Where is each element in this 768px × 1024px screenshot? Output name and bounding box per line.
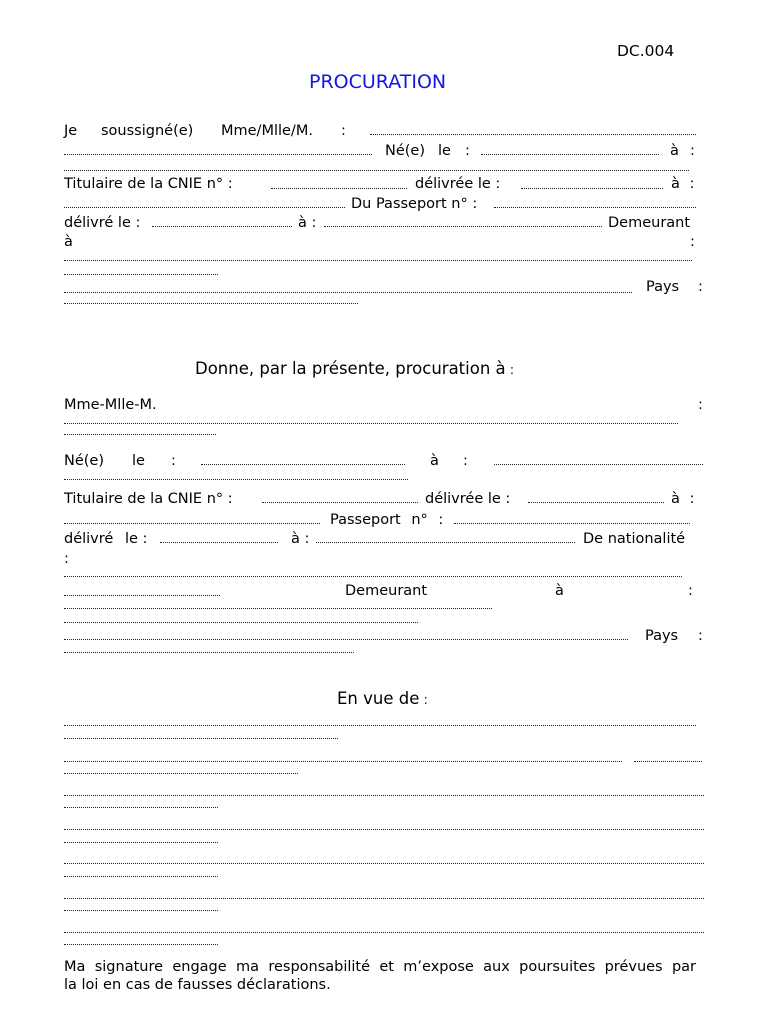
agent-nationality-field[interactable]: [64, 574, 682, 577]
label-a: à: [64, 234, 73, 250]
purpose-line[interactable]: [64, 840, 218, 843]
colon: :: [698, 628, 703, 644]
purpose-line[interactable]: [64, 736, 338, 739]
label-delivree-le: délivrée le :: [415, 176, 501, 192]
label-a: à :: [671, 176, 695, 192]
label-delivre-le: délivré le :: [64, 215, 141, 231]
label-titulaire-cnie: Titulaire de la CNIE n° :: [64, 176, 233, 192]
agent-cnie-date-field[interactable]: [528, 500, 664, 503]
section-heading-en-vue-de: En vue de :: [337, 689, 428, 708]
label-pays: Pays: [645, 628, 679, 644]
passport-place-field[interactable]: [324, 224, 602, 227]
name-field-continued[interactable]: [64, 152, 372, 155]
declaration-line-1: Ma signature engage ma responsabilité et m’expose aux poursuites prévues par: [64, 959, 696, 975]
label-demeurant: Demeurant: [608, 215, 691, 231]
agent-passport-date-field[interactable]: [160, 540, 278, 543]
purpose-line[interactable]: [64, 896, 704, 899]
purpose-line[interactable]: [64, 771, 298, 774]
label-soussigne: soussigné(e): [101, 123, 194, 139]
colon: :: [465, 143, 470, 159]
label-je: Je: [64, 123, 78, 139]
label-mme-mlle-m: Mme-Mlle-M.: [64, 397, 157, 413]
label-le: le: [438, 143, 451, 159]
label-a: à: [555, 583, 564, 599]
label-de-nationalite: De nationalité: [583, 531, 686, 547]
colon: :: [690, 234, 695, 250]
colon: :: [64, 551, 69, 567]
colon: :: [341, 123, 346, 139]
label-titulaire-cnie: Titulaire de la CNIE n° :: [64, 491, 233, 507]
purpose-line[interactable]: [634, 759, 702, 762]
passport-number-field[interactable]: [494, 205, 696, 208]
agent-address-continued[interactable]: [64, 620, 418, 623]
colon: :: [463, 453, 468, 469]
colon: :: [690, 143, 695, 159]
label-delivre: délivré: [64, 531, 114, 547]
cnie-place-field[interactable]: [64, 205, 345, 208]
purpose-line[interactable]: [64, 942, 218, 945]
label-passeport: Passeport n° :: [330, 512, 444, 528]
address-field-line2[interactable]: [64, 290, 632, 293]
agent-cnie-number-field[interactable]: [262, 500, 418, 503]
purpose-line[interactable]: [64, 827, 704, 830]
label-a: à :: [671, 491, 695, 507]
label-ne: Né(e): [64, 453, 105, 469]
purpose-line[interactable]: [64, 874, 218, 877]
agent-cnie-place-field[interactable]: [64, 521, 320, 524]
agent-birth-place-field[interactable]: [494, 462, 703, 465]
cnie-date-field[interactable]: [521, 186, 663, 189]
purpose-line[interactable]: [64, 759, 622, 762]
donne-text: Donne, par la présente, procuration à: [195, 359, 506, 378]
agent-address-line2[interactable]: [64, 637, 628, 640]
label-a: à: [430, 453, 439, 469]
label-mme-mlle-m: Mme/Mlle/M.: [221, 123, 313, 139]
address-field[interactable]: [64, 258, 692, 261]
colon: :: [688, 583, 693, 599]
label-delivree-le: délivrée le :: [425, 491, 511, 507]
name-field[interactable]: [370, 132, 696, 135]
purpose-line[interactable]: [64, 805, 218, 808]
purpose-line[interactable]: [64, 793, 704, 796]
country-field[interactable]: [64, 301, 358, 304]
label-le: le :: [125, 531, 148, 547]
declaration-line-2: la loi en cas de fausses déclarations.: [64, 977, 331, 993]
address-field-continued[interactable]: [64, 272, 218, 275]
label-demeurant: Demeurant: [345, 583, 428, 599]
label-a: à :: [298, 215, 317, 231]
label-a: à :: [291, 531, 310, 547]
passport-date-field[interactable]: [152, 224, 292, 227]
agent-nationality-continued[interactable]: [64, 593, 220, 596]
cnie-number-field[interactable]: [271, 186, 407, 189]
purpose-line[interactable]: [64, 930, 704, 933]
agent-country-field[interactable]: [64, 650, 354, 653]
page-title: PROCURATION: [309, 71, 447, 93]
purpose-line[interactable]: [64, 908, 218, 911]
purpose-line[interactable]: [64, 723, 696, 726]
colon: :: [698, 279, 703, 295]
colon: :: [171, 453, 176, 469]
label-pays: Pays: [646, 279, 680, 295]
declaration-text: [64, 958, 696, 994]
agent-name-field[interactable]: [64, 421, 678, 424]
agent-name-field-continued[interactable]: [64, 432, 216, 435]
document-code: DC.004: [617, 42, 675, 60]
agent-birth-date-field[interactable]: [201, 462, 405, 465]
purpose-line[interactable]: [64, 861, 704, 864]
agent-passport-number-field[interactable]: [454, 521, 690, 524]
label-du-passeport: Du Passeport n° :: [351, 196, 478, 212]
agent-passport-place-field[interactable]: [316, 540, 575, 543]
label-ne: Né(e): [385, 143, 426, 159]
section-heading-donne: Donne, par la présente, procuration à :: [195, 359, 515, 378]
birth-place-field[interactable]: [64, 168, 689, 171]
colon: :: [698, 397, 703, 413]
agent-birth-place-continued[interactable]: [64, 477, 408, 480]
label-a: à: [670, 143, 679, 159]
en-vue-de-text: En vue de: [337, 689, 420, 708]
label-le: le: [132, 453, 145, 469]
agent-address-field[interactable]: [64, 606, 492, 609]
birth-date-field[interactable]: [481, 152, 659, 155]
